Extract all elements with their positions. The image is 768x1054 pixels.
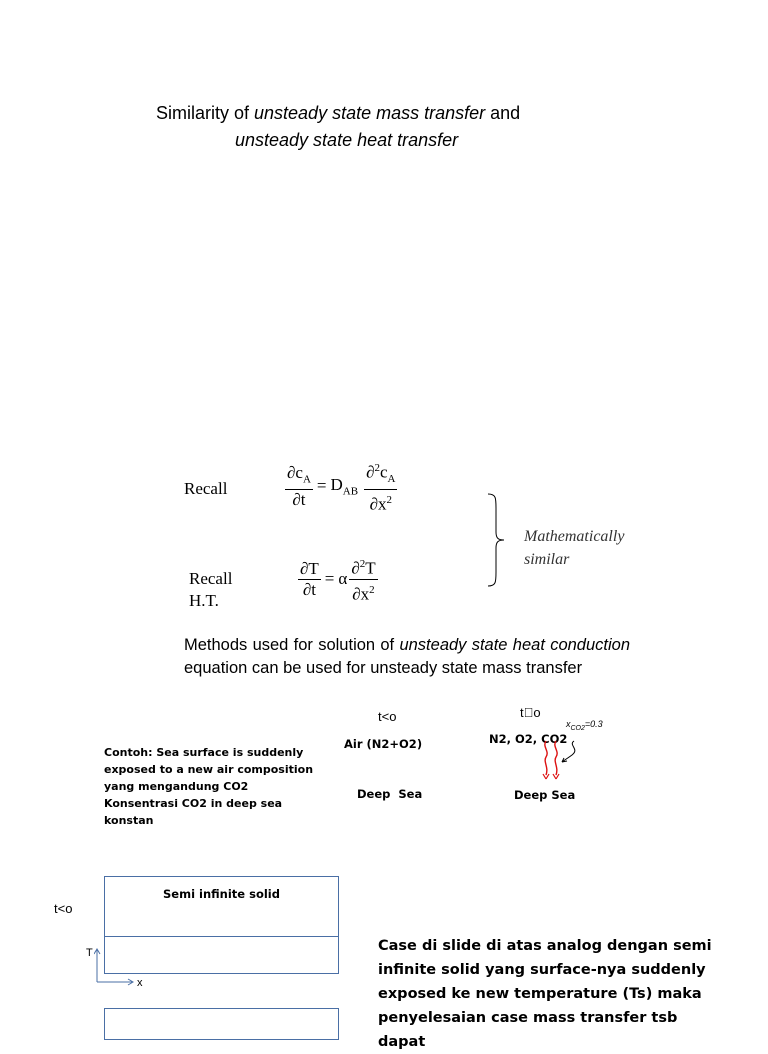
axis-x-label: x <box>137 977 143 989</box>
mass-transfer-equation: $\frac{\partial c_A}{\partial t}$ = $D_{AB}$ $\frac{\partial^2c_A}{\partial x^2}$ <box>285 458 397 515</box>
heat-rhs-fraction: $\frac{\partial^2T}{\partial x^2}$ <box>349 554 377 604</box>
mass-lhs-fraction: $\frac{\partial c_A}{\partial t}$ <box>287 462 311 510</box>
x-co2-label: $x_{CO2}=0.3$ <box>566 719 603 732</box>
axis-arrows-icon <box>94 946 138 986</box>
t-before-label: t<o <box>378 709 397 724</box>
gas-mix-label: N2, O2, CO2 <box>489 732 568 746</box>
right-curly-brace <box>486 492 506 588</box>
second-solid-box <box>104 1008 339 1040</box>
semi-infinite-solid-label: Semi infinite solid <box>163 887 280 901</box>
solid-divider <box>105 936 338 937</box>
case-paragraph: Case di slide di atas analog dengan semi infinite solid yang surface-nya suddenly exposed ke new temperature (Ts) maka penyelesaian case mass transfer tsb dapat <box>378 938 712 1050</box>
axis-T-label: T <box>86 947 93 959</box>
mathematically-similar-note: Mathematically similar <box>524 528 625 568</box>
co2-diffusion-arrows-icon <box>538 735 588 783</box>
recall-ht-label: Recall H.T. <box>189 569 233 610</box>
deep-sea-label-2: Deep Sea <box>514 788 576 802</box>
title-line-2: unsteady state heat transfer <box>235 130 459 150</box>
heat-transfer-equation: $\frac{\partial T}{\partial t}$ = α $\frac{\partial^2T}{\partial x^2}$ <box>298 554 378 604</box>
methods-paragraph: Methods used for solution of unsteady state heat conduction equation can be used for unsteady state mass transfer <box>184 636 631 677</box>
semi-infinite-solid-box <box>104 876 339 974</box>
page-title <box>156 100 636 154</box>
t-after-label: t o <box>520 705 541 720</box>
air-label: Air (N2+O2) <box>344 737 423 751</box>
heat-lhs-fraction: $\frac{\partial T}{\partial t}$ <box>300 558 319 599</box>
mass-rhs-fraction: $\frac{\partial^2c_A}{\partial x^2}$ <box>364 458 397 515</box>
mass-coefficient: $D_{AB}$ <box>330 475 359 498</box>
recall-label: Recall <box>184 479 228 498</box>
solid-t-label: t<o <box>54 901 73 916</box>
contoh-text: Contoh: Sea surface is suddenly exposed to a new air composition yang mengandung CO2 Konsentrasi CO2 in deep sea konstan <box>104 746 314 827</box>
deep-sea-label-1: Deep Sea <box>357 787 423 801</box>
title-line-1: Similarity of unsteady state mass transfer and <box>156 103 521 123</box>
